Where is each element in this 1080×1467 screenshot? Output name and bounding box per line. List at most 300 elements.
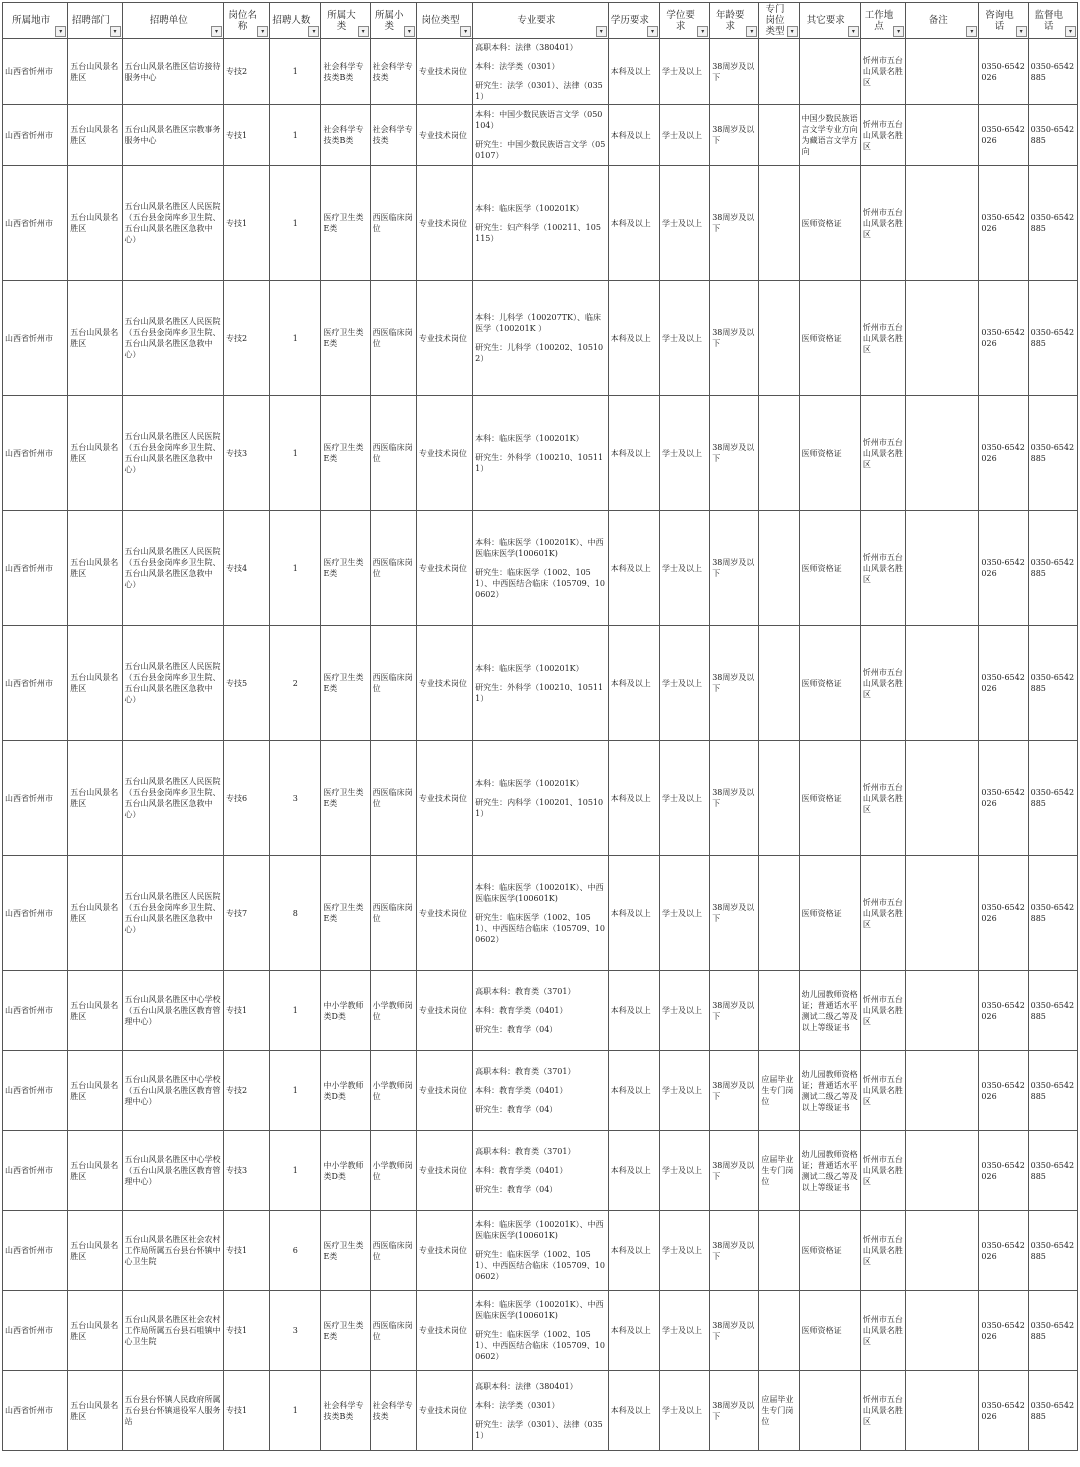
- cell-count: 1: [270, 39, 321, 105]
- cell-place: 忻州市五台山风景名胜区: [860, 1371, 905, 1451]
- major-line: 研究生：中国少数民族语言文学（050107）: [475, 140, 606, 160]
- cell-cat: 医疗卫生类E类: [321, 741, 370, 856]
- cell-subcat: 社会科学专技类: [370, 1371, 416, 1451]
- cell-degree: 学士及以上: [659, 626, 709, 741]
- major-line: 本科：教育学类（0401）: [475, 1006, 568, 1015]
- major-line: 本科：临床医学（100201K）: [475, 203, 584, 213]
- cell-other: 幼儿园教师资格证；普通话水平测试二级乙等及以上等级证书: [799, 971, 860, 1051]
- cell-major: [473, 281, 609, 396]
- cell-note: [906, 511, 979, 626]
- cell-phone: 0350-6542026: [979, 971, 1028, 1051]
- cell-place: 忻州市五台山风景名胜区: [860, 1051, 905, 1131]
- cell-supervise: 0350-6542885: [1028, 1371, 1077, 1451]
- table-row: [3, 856, 1078, 971]
- cell-degree: 学士及以上: [659, 1211, 709, 1291]
- cell-subcat: 西医临床岗位: [370, 626, 416, 741]
- cell-post: 专技4: [224, 511, 270, 626]
- cell-supervise: 0350-6542885: [1028, 741, 1077, 856]
- cell-other: 医师资格证: [799, 626, 860, 741]
- cell-dept: 五台山风景名胜区: [68, 166, 122, 281]
- filter-active-icon[interactable]: ▾: [211, 26, 222, 37]
- cell-special: [759, 166, 799, 281]
- cell-type: 专业技术岗位: [416, 281, 472, 396]
- cell-age: 38周岁及以下: [710, 971, 759, 1051]
- cell-type: 专业技术岗位: [416, 396, 472, 511]
- cell-subcat: 社会科学专技类: [370, 105, 416, 166]
- cell-degree: 学士及以上: [659, 741, 709, 856]
- cell-degree: 学士及以上: [659, 511, 709, 626]
- cell-city: 山西省忻州市: [3, 1211, 68, 1291]
- major-line: 本科：法学类（0301）: [475, 61, 560, 71]
- cell-type: 专业技术岗位: [416, 1051, 472, 1131]
- cell-post: 专技3: [224, 1131, 270, 1211]
- filter-dropdown-icon[interactable]: ▾: [110, 26, 121, 37]
- cell-place: 忻州市五台山风景名胜区: [860, 1211, 905, 1291]
- table-row: [3, 971, 1078, 1051]
- cell-cat: 医疗卫生类E类: [321, 626, 370, 741]
- major-line: 本科：法学类（0301）: [475, 1400, 560, 1410]
- cell-phone: 0350-6542026: [979, 511, 1028, 626]
- cell-cat: 医疗卫生类E类: [321, 856, 370, 971]
- column-header-label: 工作地点: [864, 9, 894, 32]
- column-header-label: 学位要求: [666, 9, 695, 32]
- column-header-label: 招聘部门: [71, 15, 110, 26]
- cell-type: 专业技术岗位: [416, 1211, 472, 1291]
- table-row: [3, 1131, 1078, 1211]
- major-line: 研究生：妇产科学（100211、105115）: [475, 222, 601, 243]
- cell-major: [473, 39, 609, 105]
- column-header: [860, 3, 905, 39]
- column-header: [799, 3, 860, 39]
- cell-dept: 五台山风景名胜区: [68, 511, 122, 626]
- cell-place: 忻州市五台山风景名胜区: [860, 741, 905, 856]
- column-header-label: 专门岗位类型: [765, 4, 785, 37]
- cell-age: 38周岁及以下: [710, 281, 759, 396]
- filter-dropdown-icon[interactable]: ▾: [697, 26, 708, 37]
- cell-place: 忻州市五台山风景名胜区: [860, 1291, 905, 1371]
- cell-other: 医师资格证: [799, 511, 860, 626]
- cell-count: 1: [270, 971, 321, 1051]
- cell-type: 专业技术岗位: [416, 1371, 472, 1451]
- cell-place: 忻州市五台山风景名胜区: [860, 105, 905, 166]
- cell-city: 山西省忻州市: [3, 281, 68, 396]
- cell-dept: 五台山风景名胜区: [68, 741, 122, 856]
- cell-phone: 0350-6542026: [979, 856, 1028, 971]
- cell-phone: 0350-6542026: [979, 1051, 1028, 1131]
- table-row: [3, 396, 1078, 511]
- cell-special: [759, 1211, 799, 1291]
- cell-edu: 本科及以上: [608, 39, 659, 105]
- cell-count: 6: [270, 1211, 321, 1291]
- cell-cat: 社会科学专技类B类: [321, 1371, 370, 1451]
- cell-dept: 五台山风景名胜区: [68, 1371, 122, 1451]
- cell-subcat: 西医临床岗位: [370, 396, 416, 511]
- cell-phone: 0350-6542026: [979, 1371, 1028, 1451]
- cell-phone: 0350-6542026: [979, 741, 1028, 856]
- column-header: [1028, 3, 1077, 39]
- cell-dept: 五台山风景名胜区: [68, 856, 122, 971]
- cell-count: 3: [270, 1291, 321, 1371]
- cell-degree: 学士及以上: [659, 1131, 709, 1211]
- major-line: 本科：临床医学（100201K）、中西医临床医学(100601K): [475, 882, 604, 903]
- cell-unit: 五台山风景名胜区人民医院（五台县金岗库乡卫生院、五台山风景名胜区急救中心）: [122, 626, 223, 741]
- cell-major: [473, 626, 609, 741]
- cell-note: [906, 1131, 979, 1211]
- cell-type: 专业技术岗位: [416, 1131, 472, 1211]
- cell-edu: 本科及以上: [608, 166, 659, 281]
- cell-post: 专技7: [224, 856, 270, 971]
- filter-dropdown-icon[interactable]: ▾: [746, 26, 757, 37]
- column-header-label: 咨询电话: [985, 9, 1014, 32]
- cell-supervise: 0350-6542885: [1028, 281, 1077, 396]
- major-line: 研究生：外科学（100210、105111）: [475, 682, 604, 703]
- cell-count: 1: [270, 1051, 321, 1131]
- column-header: [906, 3, 979, 39]
- cell-unit: 五台山风景名胜区社会农村工作局所属五台县石咀镇中心卫生院: [122, 1291, 223, 1371]
- cell-cat: 医疗卫生类E类: [321, 1291, 370, 1371]
- column-header: [370, 3, 416, 39]
- cell-unit: 五台山风景名胜区宗教事务服务中心: [122, 105, 223, 166]
- cell-other: 中国少数民族语言文学专业方向为藏语言文学方向: [799, 105, 860, 166]
- cell-phone: 0350-6542026: [979, 1131, 1028, 1211]
- cell-other: 医师资格证: [799, 1211, 860, 1291]
- major-line: 高职本科：法律（380401）: [475, 1381, 578, 1391]
- cell-city: 山西省忻州市: [3, 626, 68, 741]
- major-line: 高职本科：教育类（3701）: [475, 1067, 576, 1076]
- column-header-label: 学历要求: [610, 15, 649, 26]
- cell-edu: 本科及以上: [608, 105, 659, 166]
- table-row: [3, 1291, 1078, 1371]
- cell-subcat: 小学教师岗位: [370, 1131, 416, 1211]
- cell-cat: 中小学教师类D类: [321, 1131, 370, 1211]
- column-header: [473, 3, 609, 39]
- cell-degree: 学士及以上: [659, 1051, 709, 1131]
- filter-dropdown-icon[interactable]: ▾: [647, 26, 658, 37]
- cell-edu: 本科及以上: [608, 1211, 659, 1291]
- cell-place: 忻州市五台山风景名胜区: [860, 396, 905, 511]
- cell-place: 忻州市五台山风景名胜区: [860, 971, 905, 1051]
- cell-unit: 五台山风景名胜区人民医院（五台县金岗库乡卫生院、五台山风景名胜区急救中心）: [122, 281, 223, 396]
- cell-other: 医师资格证: [799, 396, 860, 511]
- cell-place: 忻州市五台山风景名胜区: [860, 39, 905, 105]
- cell-age: 38周岁及以下: [710, 741, 759, 856]
- cell-place: 忻州市五台山风景名胜区: [860, 1131, 905, 1211]
- cell-edu: 本科及以上: [608, 626, 659, 741]
- column-header-label: 岗位名称: [228, 9, 257, 32]
- filter-dropdown-icon[interactable]: ▾: [358, 26, 369, 37]
- table-row: [3, 626, 1078, 741]
- major-line: 高职本科：法律（380401）: [475, 42, 578, 52]
- cell-post: 专技2: [224, 39, 270, 105]
- column-header-label: 监督电话: [1034, 9, 1064, 32]
- cell-degree: 学士及以上: [659, 1291, 709, 1371]
- cell-special: 应届毕业生专门岗位: [759, 1371, 799, 1451]
- cell-note: [906, 741, 979, 856]
- cell-age: 38周岁及以下: [710, 1291, 759, 1371]
- cell-cat: 中小学教师类D类: [321, 971, 370, 1051]
- column-header: [710, 3, 759, 39]
- column-header-label: 其它要求: [806, 15, 845, 26]
- cell-age: 38周岁及以下: [710, 1211, 759, 1291]
- cell-cat: 社会科学专技类B类: [321, 105, 370, 166]
- filter-dropdown-icon[interactable]: ▾: [257, 26, 268, 37]
- cell-special: [759, 281, 799, 396]
- cell-age: 38周岁及以下: [710, 511, 759, 626]
- cell-place: 忻州市五台山风景名胜区: [860, 166, 905, 281]
- cell-type: 专业技术岗位: [416, 741, 472, 856]
- filter-dropdown-icon[interactable]: ▾: [1065, 26, 1076, 37]
- cell-count: 1: [270, 166, 321, 281]
- cell-city: 山西省忻州市: [3, 511, 68, 626]
- cell-cat: 医疗卫生类E类: [321, 166, 370, 281]
- cell-other: 医师资格证: [799, 281, 860, 396]
- cell-age: 38周岁及以下: [710, 166, 759, 281]
- cell-special: [759, 39, 799, 105]
- cell-dept: 五台山风景名胜区: [68, 396, 122, 511]
- cell-degree: 学士及以上: [659, 105, 709, 166]
- cell-city: 山西省忻州市: [3, 971, 68, 1051]
- cell-count: 1: [270, 1371, 321, 1451]
- major-line: 研究生：临床医学（1002、1051）、中西医结合临床（105709、100602）: [475, 912, 605, 944]
- table-row: [3, 105, 1078, 166]
- column-header-label: 招聘单位: [149, 15, 188, 26]
- filter-dropdown-icon[interactable]: ▾: [848, 26, 859, 37]
- cell-other: 医师资格证: [799, 856, 860, 971]
- cell-dept: 五台山风景名胜区: [68, 39, 122, 105]
- table-row: [3, 39, 1078, 105]
- cell-degree: 学士及以上: [659, 1371, 709, 1451]
- major-line: 研究生：内科学（100201、105101）: [475, 797, 604, 818]
- cell-unit: 五台山风景名胜区人民医院（五台县金岗库乡卫生院、五台山风景名胜区急救中心）: [122, 741, 223, 856]
- table-row: [3, 166, 1078, 281]
- cell-age: 38周岁及以下: [710, 856, 759, 971]
- cell-special: [759, 971, 799, 1051]
- cell-count: 8: [270, 856, 321, 971]
- cell-degree: 学士及以上: [659, 281, 709, 396]
- cell-type: 专业技术岗位: [416, 1291, 472, 1371]
- major-line: 研究生：教育学（04）: [475, 1185, 558, 1194]
- cell-type: 专业技术岗位: [416, 856, 472, 971]
- major-line: 本科：临床医学（100201K）: [475, 663, 584, 673]
- cell-city: 山西省忻州市: [3, 105, 68, 166]
- column-header: [416, 3, 472, 39]
- column-header: [270, 3, 321, 39]
- header-row: [3, 3, 1078, 39]
- recruitment-table: [2, 2, 1078, 1451]
- cell-type: 专业技术岗位: [416, 39, 472, 105]
- column-header-label: 所属小类: [375, 9, 404, 32]
- cell-cat: 医疗卫生类E类: [321, 1211, 370, 1291]
- cell-special: 应届毕业生专门岗位: [759, 1051, 799, 1131]
- cell-note: [906, 626, 979, 741]
- cell-post: 专技5: [224, 626, 270, 741]
- major-line: 研究生：临床医学（1002、1051）、中西医结合临床（105709、100602）: [475, 1330, 605, 1361]
- filter-dropdown-icon[interactable]: ▾: [893, 26, 904, 37]
- cell-note: [906, 971, 979, 1051]
- cell-edu: 本科及以上: [608, 1291, 659, 1371]
- cell-other: [799, 1371, 860, 1451]
- cell-note: [906, 396, 979, 511]
- cell-subcat: 西医临床岗位: [370, 856, 416, 971]
- cell-subcat: 西医临床岗位: [370, 511, 416, 626]
- cell-phone: 0350-6542026: [979, 281, 1028, 396]
- cell-major: [473, 1291, 609, 1371]
- cell-major: [473, 105, 609, 166]
- filter-dropdown-icon[interactable]: ▾: [596, 26, 607, 37]
- column-header-label: 岗位类型: [421, 15, 460, 26]
- cell-major: [473, 741, 609, 856]
- cell-major: [473, 971, 609, 1051]
- cell-other: 幼儿园教师资格证；普通话水平测试二级乙等及以上等级证书: [799, 1051, 860, 1131]
- filter-dropdown-icon[interactable]: ▾: [460, 26, 471, 37]
- cell-other: 幼儿园教师资格证；普通话水平测试二级乙等及以上等级证书: [799, 1131, 860, 1211]
- cell-major: [473, 1211, 609, 1291]
- cell-subcat: 小学教师岗位: [370, 971, 416, 1051]
- cell-count: 1: [270, 281, 321, 396]
- cell-type: 专业技术岗位: [416, 511, 472, 626]
- cell-city: 山西省忻州市: [3, 1051, 68, 1131]
- cell-subcat: 西医临床岗位: [370, 741, 416, 856]
- major-line: 本科：教育学类（0401）: [475, 1086, 568, 1095]
- cell-unit: 五台山风景名胜区人民医院（五台县金岗库乡卫生院、五台山风景名胜区急救中心）: [122, 396, 223, 511]
- cell-city: 山西省忻州市: [3, 1371, 68, 1451]
- table-row: [3, 1211, 1078, 1291]
- column-header-label: 所属地市: [12, 15, 51, 26]
- cell-degree: 学士及以上: [659, 971, 709, 1051]
- cell-count: 1: [270, 396, 321, 511]
- cell-special: [759, 396, 799, 511]
- cell-edu: 本科及以上: [608, 971, 659, 1051]
- cell-cat: 社会科学专技类B类: [321, 39, 370, 105]
- cell-note: [906, 1051, 979, 1131]
- cell-special: 应届毕业生专门岗位: [759, 1131, 799, 1211]
- major-line: 研究生：临床医学（1002、1051）、中西医结合临床（105709、100602）: [475, 567, 605, 599]
- major-line: 研究生：法学（0301）、法律（0351）: [475, 80, 603, 101]
- major-line: 研究生：教育学（04）: [475, 1105, 558, 1114]
- cell-other: 医师资格证: [799, 166, 860, 281]
- cell-note: [906, 39, 979, 105]
- column-header-label: 所属大类: [327, 9, 356, 32]
- cell-subcat: 西医临床岗位: [370, 281, 416, 396]
- cell-subcat: 社会科学专技类: [370, 39, 416, 105]
- cell-post: 专技1: [224, 166, 270, 281]
- cell-special: [759, 856, 799, 971]
- cell-edu: 本科及以上: [608, 1051, 659, 1131]
- cell-unit: 五台山风景名胜区中心学校（五台山风景名胜区教育管理中心）: [122, 1051, 223, 1131]
- cell-special: [759, 741, 799, 856]
- cell-dept: 五台山风景名胜区: [68, 1051, 122, 1131]
- cell-note: [906, 1371, 979, 1451]
- cell-age: 38周岁及以下: [710, 396, 759, 511]
- cell-major: [473, 1131, 609, 1211]
- cell-degree: 学士及以上: [659, 856, 709, 971]
- cell-dept: 五台山风景名胜区: [68, 1211, 122, 1291]
- column-header: [224, 3, 270, 39]
- cell-post: 专技3: [224, 396, 270, 511]
- cell-type: 专业技术岗位: [416, 971, 472, 1051]
- cell-dept: 五台山风景名胜区: [68, 1131, 122, 1211]
- cell-subcat: 西医临床岗位: [370, 166, 416, 281]
- filter-dropdown-icon[interactable]: ▾: [55, 26, 66, 37]
- cell-special: [759, 105, 799, 166]
- cell-supervise: 0350-6542885: [1028, 39, 1077, 105]
- cell-supervise: 0350-6542885: [1028, 626, 1077, 741]
- cell-city: 山西省忻州市: [3, 1291, 68, 1371]
- cell-phone: 0350-6542026: [979, 39, 1028, 105]
- major-line: 研究生：临床医学（1002、1051）、中西医结合临床（105709、100602）: [475, 1250, 605, 1281]
- cell-supervise: 0350-6542885: [1028, 1051, 1077, 1131]
- column-header-label: 招聘人数: [272, 15, 311, 26]
- cell-major: [473, 166, 609, 281]
- cell-supervise: 0350-6542885: [1028, 166, 1077, 281]
- cell-dept: 五台山风景名胜区: [68, 971, 122, 1051]
- column-header: [608, 3, 659, 39]
- cell-subcat: 西医临床岗位: [370, 1291, 416, 1371]
- cell-phone: 0350-6542026: [979, 396, 1028, 511]
- cell-edu: 本科及以上: [608, 511, 659, 626]
- cell-unit: 五台县台怀镇人民政府所属五台县台怀镇退役军人服务站: [122, 1371, 223, 1451]
- cell-other: [799, 39, 860, 105]
- cell-edu: 本科及以上: [608, 1131, 659, 1211]
- cell-age: 38周岁及以下: [710, 626, 759, 741]
- major-line: 本科：临床医学（100201K）、中西医临床医学(100601K): [475, 537, 604, 558]
- cell-edu: 本科及以上: [608, 741, 659, 856]
- major-line: 本科：中国少数民族语言文学（050104）: [475, 110, 603, 130]
- major-line: 高职本科：教育类（3701）: [475, 1147, 576, 1156]
- filter-dropdown-icon[interactable]: ▾: [1016, 26, 1027, 37]
- cell-subcat: 西医临床岗位: [370, 1211, 416, 1291]
- cell-cat: 中小学教师类D类: [321, 1051, 370, 1131]
- cell-type: 专业技术岗位: [416, 166, 472, 281]
- filter-dropdown-icon[interactable]: ▾: [404, 26, 415, 37]
- cell-phone: 0350-6542026: [979, 105, 1028, 166]
- cell-unit: 五台山风景名胜区信访接待服务中心: [122, 39, 223, 105]
- cell-count: 2: [270, 626, 321, 741]
- cell-supervise: 0350-6542885: [1028, 1291, 1077, 1371]
- cell-unit: 五台山风景名胜区社会农村工作局所属五台县台怀镇中心卫生院: [122, 1211, 223, 1291]
- major-line: 本科：教育学类（0401）: [475, 1166, 568, 1175]
- cell-edu: 本科及以上: [608, 396, 659, 511]
- major-line: 本科：临床医学（100201K）: [475, 433, 584, 443]
- cell-city: 山西省忻州市: [3, 1131, 68, 1211]
- cell-age: 38周岁及以下: [710, 39, 759, 105]
- cell-major: [473, 396, 609, 511]
- cell-age: 38周岁及以下: [710, 1131, 759, 1211]
- major-line: 本科：儿科学（100207TK）、临床医学（100201K ）: [475, 313, 601, 333]
- cell-special: [759, 626, 799, 741]
- filter-dropdown-icon[interactable]: ▾: [966, 26, 977, 37]
- cell-type: 专业技术岗位: [416, 105, 472, 166]
- major-line: 研究生：儿科学（100202、105102）: [475, 343, 604, 363]
- cell-age: 38周岁及以下: [710, 105, 759, 166]
- cell-post: 专技1: [224, 1291, 270, 1371]
- column-header: [122, 3, 223, 39]
- table-row: [3, 1051, 1078, 1131]
- filter-dropdown-icon[interactable]: ▾: [787, 26, 798, 37]
- filter-dropdown-icon[interactable]: ▾: [308, 26, 319, 37]
- major-line: 高职本科：教育类（3701）: [475, 987, 576, 996]
- cell-major: [473, 1051, 609, 1131]
- cell-degree: 学士及以上: [659, 396, 709, 511]
- cell-count: 1: [270, 511, 321, 626]
- cell-supervise: 0350-6542885: [1028, 105, 1077, 166]
- cell-unit: 五台山风景名胜区中心学校（五台山风景名胜区教育管理中心）: [122, 1131, 223, 1211]
- cell-post: 专技1: [224, 1371, 270, 1451]
- cell-note: [906, 281, 979, 396]
- column-header: [321, 3, 370, 39]
- cell-supervise: 0350-6542885: [1028, 396, 1077, 511]
- column-header: [759, 3, 799, 39]
